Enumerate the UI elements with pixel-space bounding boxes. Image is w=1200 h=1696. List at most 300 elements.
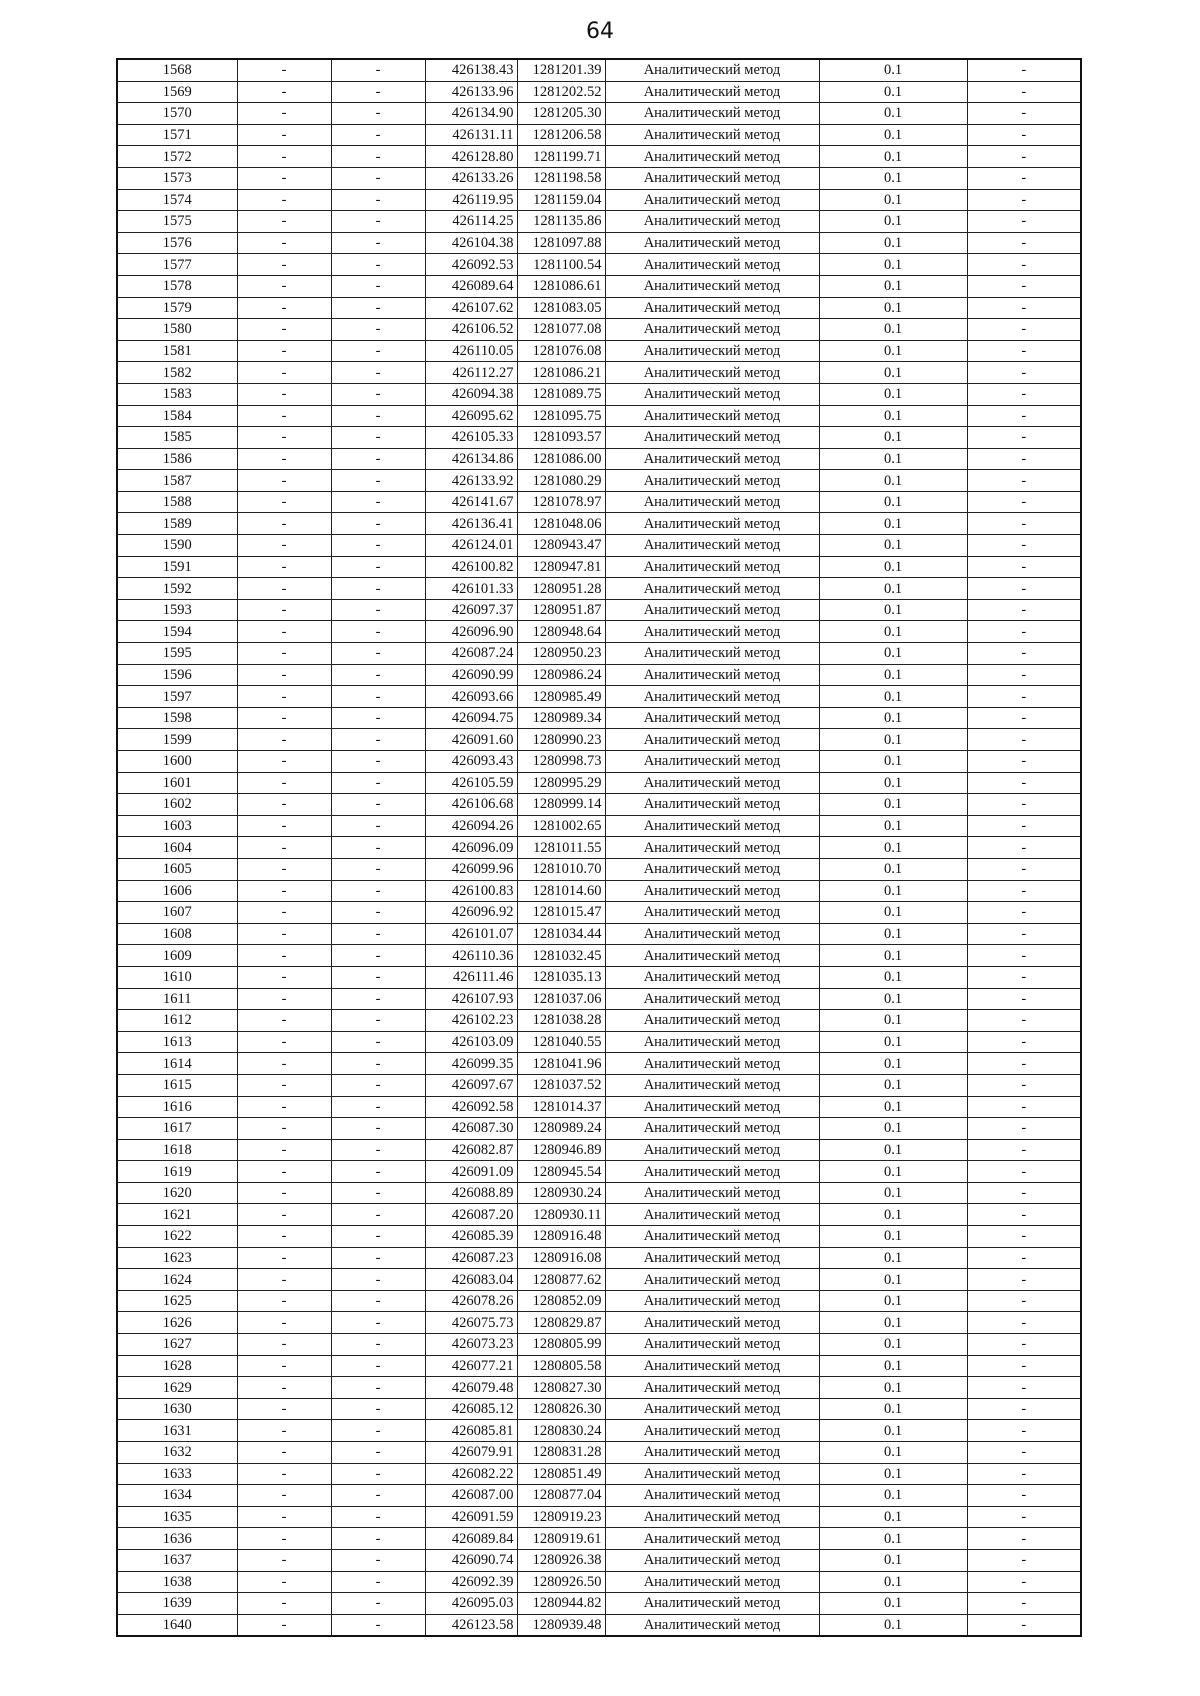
dash-cell: -	[237, 1182, 331, 1204]
point-number-cell: 1596	[117, 664, 237, 686]
dash-cell: -	[331, 1290, 425, 1312]
method-cell: Аналитический метод	[605, 1290, 819, 1312]
dash-cell: -	[967, 513, 1081, 535]
accuracy-cell: 0.1	[819, 1355, 967, 1377]
x-coordinate-cell: 426079.91	[425, 1442, 517, 1464]
dash-cell: -	[237, 1420, 331, 1442]
dash-cell: -	[967, 1398, 1081, 1420]
dash-cell: -	[967, 1031, 1081, 1053]
method-cell: Аналитический метод	[605, 772, 819, 794]
table-row	[117, 1139, 1081, 1161]
dash-cell: -	[967, 815, 1081, 837]
dash-cell: -	[331, 491, 425, 513]
accuracy-cell: 0.1	[819, 945, 967, 967]
table-row	[117, 729, 1081, 751]
y-coordinate-cell: 1280946.89	[517, 1139, 605, 1161]
method-cell: Аналитический метод	[605, 815, 819, 837]
accuracy-cell: 0.1	[819, 491, 967, 513]
y-coordinate-cell: 1281095.75	[517, 405, 605, 427]
dash-cell: -	[331, 707, 425, 729]
method-cell: Аналитический метод	[605, 923, 819, 945]
method-cell: Аналитический метод	[605, 275, 819, 297]
dash-cell: -	[967, 340, 1081, 362]
dash-cell: -	[967, 1506, 1081, 1528]
point-number-cell: 1591	[117, 556, 237, 578]
dash-cell: -	[967, 556, 1081, 578]
method-cell: Аналитический метод	[605, 1485, 819, 1507]
dash-cell: -	[967, 167, 1081, 189]
y-coordinate-cell: 1280926.50	[517, 1571, 605, 1593]
method-cell: Аналитический метод	[605, 1614, 819, 1636]
dash-cell: -	[331, 1139, 425, 1161]
y-coordinate-cell: 1280948.64	[517, 621, 605, 643]
method-cell: Аналитический метод	[605, 1118, 819, 1140]
method-cell: Аналитический метод	[605, 491, 819, 513]
point-number-cell: 1639	[117, 1593, 237, 1615]
accuracy-cell: 0.1	[819, 1074, 967, 1096]
dash-cell: -	[967, 923, 1081, 945]
table-row	[117, 427, 1081, 449]
method-cell: Аналитический метод	[605, 1247, 819, 1269]
dash-cell: -	[331, 858, 425, 880]
method-cell: Аналитический метод	[605, 59, 819, 81]
point-number-cell: 1631	[117, 1420, 237, 1442]
table-row	[117, 1074, 1081, 1096]
method-cell: Аналитический метод	[605, 1442, 819, 1464]
accuracy-cell: 0.1	[819, 1204, 967, 1226]
point-number-cell: 1585	[117, 427, 237, 449]
dash-cell: -	[967, 1074, 1081, 1096]
point-number-cell: 1612	[117, 1010, 237, 1032]
y-coordinate-cell: 1280944.82	[517, 1593, 605, 1615]
dash-cell: -	[237, 405, 331, 427]
dash-cell: -	[331, 1161, 425, 1183]
table-row	[117, 1204, 1081, 1226]
accuracy-cell: 0.1	[819, 1031, 967, 1053]
table-row	[117, 1312, 1081, 1334]
accuracy-cell: 0.1	[819, 794, 967, 816]
dash-cell: -	[331, 1506, 425, 1528]
dash-cell: -	[331, 1485, 425, 1507]
dash-cell: -	[237, 837, 331, 859]
y-coordinate-cell: 1281205.30	[517, 103, 605, 125]
method-cell: Аналитический метод	[605, 1074, 819, 1096]
table-row	[117, 1182, 1081, 1204]
dash-cell: -	[967, 1118, 1081, 1140]
x-coordinate-cell: 426133.96	[425, 81, 517, 103]
dash-cell: -	[237, 81, 331, 103]
dash-cell: -	[967, 794, 1081, 816]
y-coordinate-cell: 1281034.44	[517, 923, 605, 945]
y-coordinate-cell: 1281014.60	[517, 880, 605, 902]
y-coordinate-cell: 1280995.29	[517, 772, 605, 794]
method-cell: Аналитический метод	[605, 427, 819, 449]
table-row	[117, 211, 1081, 233]
y-coordinate-cell: 1281035.13	[517, 966, 605, 988]
x-coordinate-cell: 426099.35	[425, 1053, 517, 1075]
table-row	[117, 1398, 1081, 1420]
dash-cell: -	[967, 1442, 1081, 1464]
method-cell: Аналитический метод	[605, 340, 819, 362]
dash-cell: -	[237, 1485, 331, 1507]
point-number-cell: 1613	[117, 1031, 237, 1053]
dash-cell: -	[237, 772, 331, 794]
x-coordinate-cell: 426094.38	[425, 383, 517, 405]
dash-cell: -	[237, 1247, 331, 1269]
dash-cell: -	[967, 319, 1081, 341]
dash-cell: -	[331, 362, 425, 384]
y-coordinate-cell: 1281159.04	[517, 189, 605, 211]
point-number-cell: 1632	[117, 1442, 237, 1464]
dash-cell: -	[237, 491, 331, 513]
x-coordinate-cell: 426089.84	[425, 1528, 517, 1550]
table-row	[117, 232, 1081, 254]
x-coordinate-cell: 426096.09	[425, 837, 517, 859]
accuracy-cell: 0.1	[819, 815, 967, 837]
point-number-cell: 1609	[117, 945, 237, 967]
table-row	[117, 1247, 1081, 1269]
table-row	[117, 167, 1081, 189]
dash-cell: -	[331, 815, 425, 837]
table-row	[117, 383, 1081, 405]
dash-cell: -	[237, 124, 331, 146]
y-coordinate-cell: 1281199.71	[517, 146, 605, 168]
method-cell: Аналитический метод	[605, 751, 819, 773]
y-coordinate-cell: 1281040.55	[517, 1031, 605, 1053]
x-coordinate-cell: 426133.92	[425, 470, 517, 492]
point-number-cell: 1599	[117, 729, 237, 751]
dash-cell: -	[237, 1204, 331, 1226]
dash-cell: -	[237, 1593, 331, 1615]
method-cell: Аналитический метод	[605, 1269, 819, 1291]
table-row	[117, 1528, 1081, 1550]
method-cell: Аналитический метод	[605, 362, 819, 384]
x-coordinate-cell: 426100.82	[425, 556, 517, 578]
point-number-cell: 1576	[117, 232, 237, 254]
table-row	[117, 81, 1081, 103]
dash-cell: -	[331, 1377, 425, 1399]
dash-cell: -	[331, 1549, 425, 1571]
dash-cell: -	[237, 535, 331, 557]
x-coordinate-cell: 426093.66	[425, 686, 517, 708]
accuracy-cell: 0.1	[819, 1269, 967, 1291]
x-coordinate-cell: 426077.21	[425, 1355, 517, 1377]
point-number-cell: 1603	[117, 815, 237, 837]
dash-cell: -	[237, 966, 331, 988]
point-number-cell: 1578	[117, 275, 237, 297]
table-row	[117, 1614, 1081, 1636]
dash-cell: -	[237, 470, 331, 492]
table-row	[117, 59, 1081, 81]
dash-cell: -	[331, 81, 425, 103]
accuracy-cell: 0.1	[819, 643, 967, 665]
accuracy-cell: 0.1	[819, 599, 967, 621]
y-coordinate-cell: 1280986.24	[517, 664, 605, 686]
dash-cell: -	[967, 81, 1081, 103]
point-number-cell: 1570	[117, 103, 237, 125]
accuracy-cell: 0.1	[819, 966, 967, 988]
dash-cell: -	[967, 1463, 1081, 1485]
dash-cell: -	[237, 729, 331, 751]
y-coordinate-cell: 1281201.39	[517, 59, 605, 81]
dash-cell: -	[967, 988, 1081, 1010]
table-row	[117, 599, 1081, 621]
y-coordinate-cell: 1281038.28	[517, 1010, 605, 1032]
dash-cell: -	[237, 1549, 331, 1571]
dash-cell: -	[331, 621, 425, 643]
x-coordinate-cell: 426085.39	[425, 1226, 517, 1248]
accuracy-cell: 0.1	[819, 297, 967, 319]
dash-cell: -	[237, 1398, 331, 1420]
y-coordinate-cell: 1280930.24	[517, 1182, 605, 1204]
accuracy-cell: 0.1	[819, 232, 967, 254]
point-number-cell: 1617	[117, 1118, 237, 1140]
method-cell: Аналитический метод	[605, 837, 819, 859]
point-number-cell: 1614	[117, 1053, 237, 1075]
method-cell: Аналитический метод	[605, 81, 819, 103]
accuracy-cell: 0.1	[819, 1528, 967, 1550]
dash-cell: -	[237, 1161, 331, 1183]
point-number-cell: 1574	[117, 189, 237, 211]
table-row	[117, 794, 1081, 816]
point-number-cell: 1606	[117, 880, 237, 902]
dash-cell: -	[967, 1269, 1081, 1291]
point-number-cell: 1569	[117, 81, 237, 103]
accuracy-cell: 0.1	[819, 1182, 967, 1204]
method-cell: Аналитический метод	[605, 794, 819, 816]
accuracy-cell: 0.1	[819, 707, 967, 729]
dash-cell: -	[967, 1614, 1081, 1636]
dash-cell: -	[237, 232, 331, 254]
accuracy-cell: 0.1	[819, 1549, 967, 1571]
point-number-cell: 1577	[117, 254, 237, 276]
y-coordinate-cell: 1280943.47	[517, 535, 605, 557]
dash-cell: -	[967, 103, 1081, 125]
point-number-cell: 1605	[117, 858, 237, 880]
x-coordinate-cell: 426091.09	[425, 1161, 517, 1183]
accuracy-cell: 0.1	[819, 578, 967, 600]
point-number-cell: 1619	[117, 1161, 237, 1183]
y-coordinate-cell: 1281078.97	[517, 491, 605, 513]
point-number-cell: 1601	[117, 772, 237, 794]
dash-cell: -	[331, 1031, 425, 1053]
method-cell: Аналитический метод	[605, 1398, 819, 1420]
point-number-cell: 1572	[117, 146, 237, 168]
dash-cell: -	[331, 124, 425, 146]
y-coordinate-cell: 1280831.28	[517, 1442, 605, 1464]
dash-cell: -	[967, 1290, 1081, 1312]
point-number-cell: 1594	[117, 621, 237, 643]
accuracy-cell: 0.1	[819, 751, 967, 773]
method-cell: Аналитический метод	[605, 1463, 819, 1485]
dash-cell: -	[967, 686, 1081, 708]
dash-cell: -	[967, 621, 1081, 643]
method-cell: Аналитический метод	[605, 1549, 819, 1571]
x-coordinate-cell: 426138.43	[425, 59, 517, 81]
y-coordinate-cell: 1281100.54	[517, 254, 605, 276]
dash-cell: -	[331, 1571, 425, 1593]
y-coordinate-cell: 1280877.04	[517, 1485, 605, 1507]
point-number-cell: 1595	[117, 643, 237, 665]
point-number-cell: 1640	[117, 1614, 237, 1636]
table-row	[117, 275, 1081, 297]
dash-cell: -	[967, 902, 1081, 924]
dash-cell: -	[331, 1269, 425, 1291]
method-cell: Аналитический метод	[605, 1420, 819, 1442]
dash-cell: -	[967, 945, 1081, 967]
x-coordinate-cell: 426134.90	[425, 103, 517, 125]
point-number-cell: 1573	[117, 167, 237, 189]
accuracy-cell: 0.1	[819, 211, 967, 233]
table-body	[117, 59, 1081, 1636]
dash-cell: -	[967, 1182, 1081, 1204]
point-number-cell: 1598	[117, 707, 237, 729]
method-cell: Аналитический метод	[605, 556, 819, 578]
dash-cell: -	[967, 1528, 1081, 1550]
dash-cell: -	[331, 340, 425, 362]
dash-cell: -	[237, 1139, 331, 1161]
accuracy-cell: 0.1	[819, 189, 967, 211]
x-coordinate-cell: 426094.26	[425, 815, 517, 837]
y-coordinate-cell: 1281077.08	[517, 319, 605, 341]
y-coordinate-cell: 1280989.24	[517, 1118, 605, 1140]
dash-cell: -	[967, 275, 1081, 297]
point-number-cell: 1593	[117, 599, 237, 621]
method-cell: Аналитический метод	[605, 211, 819, 233]
point-number-cell: 1625	[117, 1290, 237, 1312]
point-number-cell: 1621	[117, 1204, 237, 1226]
dash-cell: -	[237, 815, 331, 837]
dash-cell: -	[237, 448, 331, 470]
dash-cell: -	[331, 837, 425, 859]
method-cell: Аналитический метод	[605, 1161, 819, 1183]
dash-cell: -	[331, 189, 425, 211]
method-cell: Аналитический метод	[605, 858, 819, 880]
accuracy-cell: 0.1	[819, 124, 967, 146]
x-coordinate-cell: 426110.36	[425, 945, 517, 967]
table-row	[117, 1226, 1081, 1248]
dash-cell: -	[331, 880, 425, 902]
method-cell: Аналитический метод	[605, 124, 819, 146]
table-row	[117, 1506, 1081, 1528]
y-coordinate-cell: 1280805.58	[517, 1355, 605, 1377]
table-row	[117, 1096, 1081, 1118]
dash-cell: -	[237, 1442, 331, 1464]
dash-cell: -	[237, 319, 331, 341]
dash-cell: -	[967, 470, 1081, 492]
x-coordinate-cell: 426141.67	[425, 491, 517, 513]
accuracy-cell: 0.1	[819, 340, 967, 362]
point-number-cell: 1620	[117, 1182, 237, 1204]
table-row	[117, 902, 1081, 924]
dash-cell: -	[331, 772, 425, 794]
y-coordinate-cell: 1280990.23	[517, 729, 605, 751]
dash-cell: -	[237, 297, 331, 319]
method-cell: Аналитический метод	[605, 966, 819, 988]
x-coordinate-cell: 426075.73	[425, 1312, 517, 1334]
method-cell: Аналитический метод	[605, 448, 819, 470]
dash-cell: -	[237, 923, 331, 945]
y-coordinate-cell: 1280945.54	[517, 1161, 605, 1183]
y-coordinate-cell: 1280985.49	[517, 686, 605, 708]
accuracy-cell: 0.1	[819, 513, 967, 535]
y-coordinate-cell: 1280989.34	[517, 707, 605, 729]
y-coordinate-cell: 1280999.14	[517, 794, 605, 816]
accuracy-cell: 0.1	[819, 556, 967, 578]
x-coordinate-cell: 426096.90	[425, 621, 517, 643]
x-coordinate-cell: 426087.24	[425, 643, 517, 665]
accuracy-cell: 0.1	[819, 1593, 967, 1615]
dash-cell: -	[331, 59, 425, 81]
point-number-cell: 1611	[117, 988, 237, 1010]
y-coordinate-cell: 1280830.24	[517, 1420, 605, 1442]
dash-cell: -	[331, 1355, 425, 1377]
accuracy-cell: 0.1	[819, 837, 967, 859]
dash-cell: -	[967, 1549, 1081, 1571]
dash-cell: -	[237, 167, 331, 189]
point-number-cell: 1628	[117, 1355, 237, 1377]
accuracy-cell: 0.1	[819, 319, 967, 341]
dash-cell: -	[967, 383, 1081, 405]
x-coordinate-cell: 426110.05	[425, 340, 517, 362]
method-cell: Аналитический метод	[605, 729, 819, 751]
table-row	[117, 966, 1081, 988]
dash-cell: -	[331, 1204, 425, 1226]
accuracy-cell: 0.1	[819, 772, 967, 794]
x-coordinate-cell: 426105.33	[425, 427, 517, 449]
accuracy-cell: 0.1	[819, 427, 967, 449]
y-coordinate-cell: 1281093.57	[517, 427, 605, 449]
table-row	[117, 297, 1081, 319]
method-cell: Аналитический метод	[605, 1506, 819, 1528]
point-number-cell: 1580	[117, 319, 237, 341]
x-coordinate-cell: 426112.27	[425, 362, 517, 384]
dash-cell: -	[237, 664, 331, 686]
method-cell: Аналитический метод	[605, 232, 819, 254]
x-coordinate-cell: 426131.11	[425, 124, 517, 146]
point-number-cell: 1597	[117, 686, 237, 708]
dash-cell: -	[237, 751, 331, 773]
x-coordinate-cell: 426091.59	[425, 1506, 517, 1528]
dash-cell: -	[967, 297, 1081, 319]
dash-cell: -	[331, 729, 425, 751]
dash-cell: -	[237, 513, 331, 535]
table-row	[117, 340, 1081, 362]
method-cell: Аналитический метод	[605, 599, 819, 621]
x-coordinate-cell: 426095.03	[425, 1593, 517, 1615]
dash-cell: -	[237, 59, 331, 81]
dash-cell: -	[967, 1139, 1081, 1161]
point-number-cell: 1571	[117, 124, 237, 146]
table-row	[117, 1463, 1081, 1485]
method-cell: Аналитический метод	[605, 1312, 819, 1334]
y-coordinate-cell: 1281202.52	[517, 81, 605, 103]
table-row	[117, 1485, 1081, 1507]
accuracy-cell: 0.1	[819, 923, 967, 945]
point-number-cell: 1575	[117, 211, 237, 233]
dash-cell: -	[967, 59, 1081, 81]
dash-cell: -	[967, 1161, 1081, 1183]
dash-cell: -	[331, 470, 425, 492]
point-number-cell: 1616	[117, 1096, 237, 1118]
dash-cell: -	[237, 1614, 331, 1636]
accuracy-cell: 0.1	[819, 103, 967, 125]
dash-cell: -	[331, 1442, 425, 1464]
method-cell: Аналитический метод	[605, 1593, 819, 1615]
accuracy-cell: 0.1	[819, 1398, 967, 1420]
method-cell: Аналитический метод	[605, 1528, 819, 1550]
dash-cell: -	[237, 1269, 331, 1291]
